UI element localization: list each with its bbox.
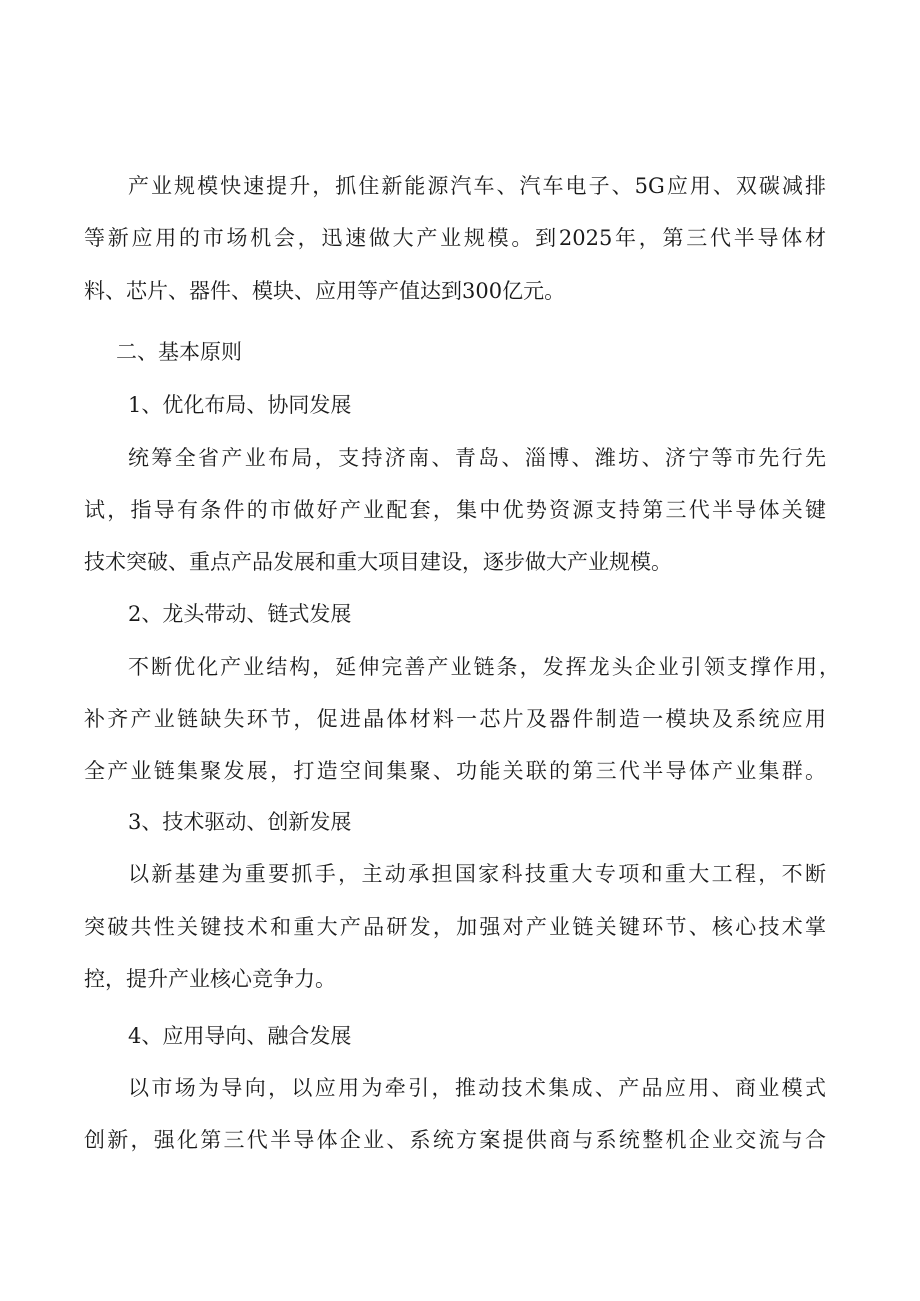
subheading-2: 2、龙头带动、链式发展	[128, 602, 352, 626]
paragraph-5-line-1: 以市场为导向，以应用为牵引，推动技术集成、产品应用、商业模式	[128, 1076, 826, 1100]
paragraph-2-line-1: 统筹全省产业布局，支持济南、青岛、淄博、潍坊、济宁等市先行先	[128, 446, 826, 470]
paragraph-3-line-1: 不断优化产业结构，延伸完善产业链条，发挥龙头企业引领支撑作用，	[128, 655, 840, 679]
subheading-1: 1、优化布局、协同发展	[128, 393, 352, 417]
paragraph-2-line-3: 技术突破、重点产品发展和重大项目建设，逐步做大产业规模。	[84, 550, 672, 574]
paragraph-2-line-2: 试，指导有条件的市做好产业配套，集中优势资源支持第三代半导体关键	[84, 498, 826, 522]
paragraph-1-line-2: 等新应用的市场机会，迅速做大产业规模。到2025年，第三代半导体材	[84, 226, 826, 250]
section-heading-basic-principles: 二、基本原则	[116, 340, 242, 364]
paragraph-1-line-3: 料、芯片、器件、模块、应用等产值达到300亿元。	[84, 279, 566, 303]
paragraph-3-line-3: 全产业链集聚发展，打造空间集聚、功能关联的第三代半导体产业集群。	[84, 759, 826, 783]
paragraph-5-line-2: 创新，强化第三代半导体企业、系统方案提供商与系统整机企业交流与合	[84, 1128, 826, 1152]
paragraph-4-line-1: 以新基建为重要抓手，主动承担国家科技重大专项和重大工程，不断	[128, 862, 826, 886]
paragraph-3-line-2: 补齐产业链缺失环节，促进晶体材料一芯片及器件制造一模块及系统应用	[84, 707, 826, 731]
subheading-3: 3、技术驱动、创新发展	[128, 810, 352, 834]
paragraph-4-line-3: 控，提升产业核心竞争力。	[84, 967, 336, 991]
paragraph-4-line-2: 突破共性关键技术和重大产品研发，加强对产业链关键环节、核心技术掌	[84, 915, 826, 939]
subheading-4: 4、应用导向、融合发展	[128, 1024, 352, 1048]
paragraph-1-line-1: 产业规模快速提升，抓住新能源汽车、汽车电子、5G应用、双碳减排	[128, 174, 826, 198]
